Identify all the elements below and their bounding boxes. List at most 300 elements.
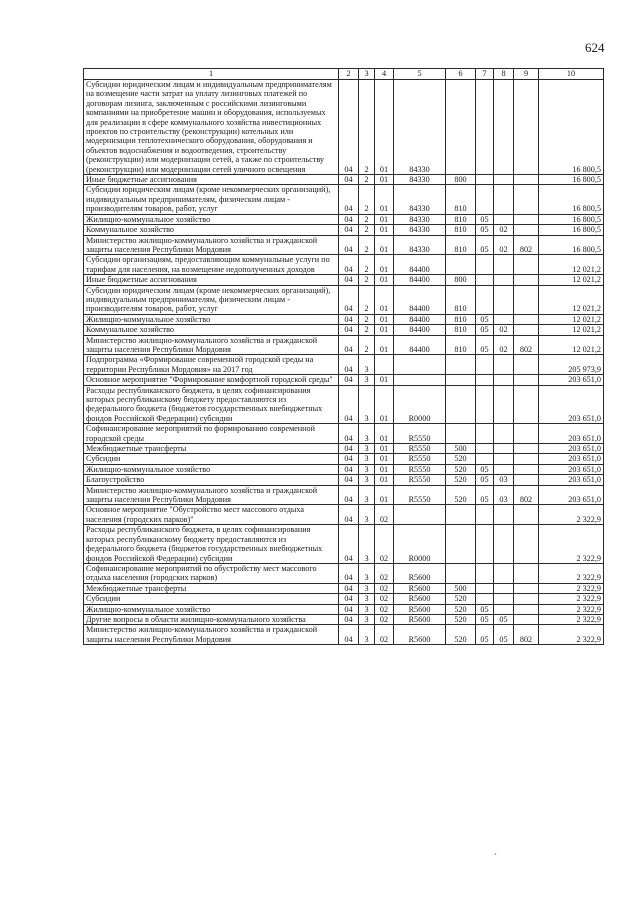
ministry-code-cell [514,355,539,375]
section-cell [476,385,494,424]
subsection-cell [494,604,514,614]
section-code-cell: 04 [339,185,359,214]
section-code-cell: 04 [339,614,359,624]
item-name-cell: Иные бюджетные ассигнования [84,175,339,185]
expense-type-cell: 500 [446,444,476,454]
subsection-cell [494,285,514,314]
expense-type-cell: 810 [446,314,476,324]
subprogram-code-cell: 3 [359,454,375,464]
subsection-cell: 02 [494,225,514,235]
subsection-cell [494,385,514,424]
subprogram-code-cell: 3 [359,485,375,505]
activity-code-cell: 02 [375,563,394,583]
table-row [84,314,604,324]
activity-code-cell: 01 [375,475,394,485]
subsection-cell [494,424,514,444]
expense-code-cell: 84400 [394,275,446,285]
expense-code-cell: 84400 [394,255,446,275]
amount-cell: 16 800,5 [539,80,604,175]
table-row [84,444,604,454]
amount-cell: 203 651,0 [539,454,604,464]
subsection-cell [494,505,514,525]
expense-type-cell: 520 [446,454,476,464]
expense-type-cell: 800 [446,175,476,185]
table-row [84,563,604,583]
section-cell: 05 [476,214,494,224]
amount-cell: 12 021,2 [539,314,604,324]
subprogram-code-cell: 3 [359,475,375,485]
expense-code-cell: R5550 [394,444,446,454]
section-cell [476,444,494,454]
section-cell: 05 [476,485,494,505]
table-row [84,475,604,485]
amount-cell: 12 021,2 [539,325,604,335]
table-row [84,255,604,275]
section-cell [476,355,494,375]
section-cell: 05 [476,604,494,614]
section-code-cell: 04 [339,604,359,614]
expense-code-cell [394,355,446,375]
subsection-cell [494,525,514,564]
ministry-code-cell [514,444,539,454]
subsection-cell [494,444,514,454]
column-header: 2 [339,69,359,80]
expense-type-cell [446,505,476,525]
section-cell: 05 [476,614,494,624]
amount-cell: 2 322,9 [539,625,604,645]
ministry-code-cell [514,525,539,564]
activity-code-cell: 01 [375,275,394,285]
section-code-cell: 04 [339,525,359,564]
table-row [84,505,604,525]
item-name-cell: Коммунальное хозяйство [84,225,339,235]
item-name-cell: Благоустройство [84,475,339,485]
expense-type-cell: 810 [446,335,476,355]
section-cell [476,525,494,564]
item-name-cell: Министерство жилищно-коммунального хозяйства и гражданской защиты населения Республики Мордовия [84,625,339,645]
activity-code-cell: 01 [375,235,394,255]
amount-cell: 16 800,5 [539,214,604,224]
item-name-cell: Софинансирование мероприятий по обустройству мест массового отдыха населения (городских парков) [84,563,339,583]
subprogram-code-cell: 3 [359,604,375,614]
activity-code-cell: 02 [375,594,394,604]
section-code-cell: 04 [339,385,359,424]
column-header: 9 [514,69,539,80]
column-header: 3 [359,69,375,80]
section-cell [476,255,494,275]
subprogram-code-cell: 2 [359,285,375,314]
section-cell: 05 [476,464,494,474]
expense-code-cell: 84330 [394,80,446,175]
expense-code-cell: R5550 [394,475,446,485]
amount-cell: 205 973,9 [539,355,604,375]
item-name-cell: Коммунальное хозяйство [84,325,339,335]
item-name-cell: Субсидии юридическим лицам (кроме некоммерческих организаций), индивидуальным предпринимателям, физическим лицам - производителям товаров, работ, услуг [84,185,339,214]
expense-type-cell: 520 [446,625,476,645]
activity-code-cell: 02 [375,625,394,645]
table-row [84,614,604,624]
ministry-code-cell [514,385,539,424]
expense-type-cell: 520 [446,594,476,604]
ministry-code-cell [514,563,539,583]
expense-type-cell [446,385,476,424]
column-header: 6 [446,69,476,80]
subprogram-code-cell: 3 [359,563,375,583]
ministry-code-cell [514,314,539,324]
subsection-cell: 02 [494,335,514,355]
ministry-code-cell [514,225,539,235]
subprogram-code-cell: 2 [359,314,375,324]
table-row [84,375,604,385]
section-code-cell: 04 [339,214,359,224]
subsection-cell [494,583,514,593]
ministry-code-cell [514,464,539,474]
item-name-cell: Расходы республиканского бюджета, в целях софинансирования которых республиканскому бюджету предоставляются из федерального бюджета (бюджетов государственных внебюджетных фондов Российской Федерации) субсидии [84,525,339,564]
column-header: 10 [539,69,604,80]
section-code-cell: 04 [339,625,359,645]
subprogram-code-cell: 2 [359,325,375,335]
expense-code-cell: 84400 [394,325,446,335]
expense-type-cell: 800 [446,275,476,285]
expense-type-cell: 520 [446,464,476,474]
ministry-code-cell [514,175,539,185]
section-code-cell: 04 [339,225,359,235]
subsection-cell: 02 [494,235,514,255]
amount-cell: 2 322,9 [539,594,604,604]
ministry-code-cell: 802 [514,335,539,355]
expense-type-cell [446,525,476,564]
expense-type-cell: 810 [446,225,476,235]
column-header: 1 [84,69,339,80]
section-cell [476,285,494,314]
page-number: 624 [585,40,605,55]
subprogram-code-cell: 2 [359,225,375,235]
expense-type-cell: 500 [446,583,476,593]
subsection-cell: 05 [494,625,514,645]
expense-type-cell: 810 [446,235,476,255]
subprogram-code-cell: 2 [359,185,375,214]
item-name-cell: Софинансирование мероприятий по формированию современной городской среды [84,424,339,444]
section-code-cell: 04 [339,444,359,454]
subprogram-code-cell: 3 [359,505,375,525]
ministry-code-cell: 802 [514,235,539,255]
section-cell: 05 [476,625,494,645]
expense-type-cell: 810 [446,325,476,335]
section-cell [476,375,494,385]
subprogram-code-cell: 3 [359,614,375,624]
amount-cell: 16 800,5 [539,185,604,214]
ministry-code-cell [514,285,539,314]
section-code-cell: 04 [339,275,359,285]
activity-code-cell: 02 [375,583,394,593]
item-name-cell: Иные бюджетные ассигнования [84,275,339,285]
ministry-code-cell [514,214,539,224]
ministry-code-cell [514,454,539,464]
subprogram-code-cell: 2 [359,335,375,355]
expense-code-cell: R5550 [394,454,446,464]
amount-cell: 203 651,0 [539,464,604,474]
ministry-code-cell [514,185,539,214]
expense-type-cell [446,80,476,175]
section-code-cell: 04 [339,583,359,593]
ministry-code-cell: 802 [514,485,539,505]
expense-type-cell: 810 [446,185,476,214]
activity-code-cell: 01 [375,464,394,474]
subsection-cell [494,175,514,185]
expense-type-cell [446,563,476,583]
section-cell: 05 [476,225,494,235]
expense-code-cell: R5600 [394,563,446,583]
expense-type-cell [446,255,476,275]
activity-code-cell: 01 [375,175,394,185]
subsection-cell [494,355,514,375]
table-row [84,625,604,645]
amount-cell: 12 021,2 [539,285,604,314]
section-code-cell: 04 [339,505,359,525]
activity-code-cell: 02 [375,604,394,614]
activity-code-cell: 01 [375,185,394,214]
subsection-cell [494,563,514,583]
expense-code-cell: 84330 [394,235,446,255]
activity-code-cell [375,355,394,375]
expense-type-cell: 520 [446,614,476,624]
section-cell: 05 [476,235,494,255]
activity-code-cell: 01 [375,314,394,324]
section-cell [476,175,494,185]
activity-code-cell: 01 [375,375,394,385]
expense-code-cell [394,375,446,385]
subprogram-code-cell: 2 [359,214,375,224]
item-name-cell: Субсидии [84,594,339,604]
subprogram-code-cell: 2 [359,255,375,275]
subsection-cell [494,214,514,224]
table-row [84,80,604,175]
activity-code-cell: 01 [375,80,394,175]
table-body [84,80,604,645]
item-name-cell: Министерство жилищно-коммунального хозяйства и гражданской защиты населения Республики Мордовия [84,485,339,505]
ministry-code-cell [514,475,539,485]
amount-cell: 203 651,0 [539,444,604,454]
item-name-cell: Другие вопросы в области жилищно-коммунального хозяйства [84,614,339,624]
table-row [84,454,604,464]
amount-cell: 2 322,9 [539,604,604,614]
expense-code-cell: R0000 [394,385,446,424]
ministry-code-cell [514,614,539,624]
item-name-cell: Межбюджетные трансферты [84,583,339,593]
amount-cell: 16 800,5 [539,175,604,185]
expense-code-cell: R5600 [394,614,446,624]
amount-cell: 203 651,0 [539,485,604,505]
table-row [84,464,604,474]
item-name-cell: Основное мероприятие "Обустройство мест массового отдыха населения (городских парков)" [84,505,339,525]
activity-code-cell: 01 [375,214,394,224]
ministry-code-cell [514,275,539,285]
subsection-cell [494,454,514,464]
subsection-cell [494,314,514,324]
section-cell [476,583,494,593]
amount-cell: 12 021,2 [539,275,604,285]
expense-code-cell: 84330 [394,185,446,214]
section-code-cell: 04 [339,255,359,275]
item-name-cell: Межбюджетные трансферты [84,444,339,454]
section-code-cell: 04 [339,375,359,385]
subprogram-code-cell: 3 [359,525,375,564]
table-row [84,594,604,604]
activity-code-cell: 01 [375,255,394,275]
expense-type-cell [446,355,476,375]
section-code-cell: 04 [339,175,359,185]
column-header: 7 [476,69,494,80]
ministry-code-cell [514,375,539,385]
table-row [84,424,604,444]
table-row [84,275,604,285]
section-cell [476,275,494,285]
activity-code-cell: 01 [375,335,394,355]
section-code-cell: 04 [339,475,359,485]
expense-code-cell: 84400 [394,314,446,324]
subprogram-code-cell: 3 [359,464,375,474]
item-name-cell: Министерство жилищно-коммунального хозяйства и гражданской защиты населения Республики Мордовия [84,235,339,255]
expense-type-cell [446,424,476,444]
item-name-cell: Подпрограмма «Формирование современной городской среды на территории Республики Мордовия» на 2017 год [84,355,339,375]
subprogram-code-cell: 3 [359,594,375,604]
table-row [84,385,604,424]
expense-code-cell: R5550 [394,464,446,474]
ministry-code-cell [514,604,539,614]
amount-cell: 203 651,0 [539,424,604,444]
section-cell [476,80,494,175]
section-code-cell: 04 [339,325,359,335]
column-header: 8 [494,69,514,80]
subprogram-code-cell: 2 [359,275,375,285]
amount-cell: 2 322,9 [539,583,604,593]
table-row [84,225,604,235]
ministry-code-cell [514,583,539,593]
section-code-cell: 04 [339,563,359,583]
section-code-cell: 04 [339,335,359,355]
subprogram-code-cell: 2 [359,235,375,255]
activity-code-cell: 01 [375,385,394,424]
ministry-code-cell [514,255,539,275]
expense-type-cell: 810 [446,214,476,224]
table-row [84,583,604,593]
expense-code-cell: 84330 [394,175,446,185]
section-code-cell: 04 [339,454,359,464]
subprogram-code-cell: 3 [359,355,375,375]
activity-code-cell: 01 [375,325,394,335]
expense-code-cell: 84330 [394,225,446,235]
subsection-cell [494,255,514,275]
activity-code-cell: 01 [375,444,394,454]
subsection-cell [494,464,514,474]
expense-type-cell: 520 [446,485,476,505]
subprogram-code-cell: 3 [359,444,375,454]
subprogram-code-cell: 3 [359,583,375,593]
footer-mark: ` [494,852,497,862]
ministry-code-cell [514,505,539,525]
section-cell [476,424,494,444]
amount-cell: 203 651,0 [539,385,604,424]
expense-type-cell: 810 [446,285,476,314]
table-header-row [84,69,604,80]
item-name-cell: Субсидии организациям, предоставляющим коммунальные услуги по тарифам для населения, на возмещение недополученных доходов [84,255,339,275]
amount-cell: 16 800,5 [539,225,604,235]
item-name-cell: Жилищно-коммунальное хозяйство [84,214,339,224]
item-name-cell: Жилищно-коммунальное хозяйство [84,464,339,474]
section-code-cell: 04 [339,464,359,474]
subprogram-code-cell: 3 [359,375,375,385]
subsection-cell: 03 [494,475,514,485]
section-cell [476,454,494,464]
section-code-cell: 04 [339,285,359,314]
expense-code-cell: 84400 [394,335,446,355]
subprogram-code-cell: 2 [359,175,375,185]
amount-cell: 12 021,2 [539,255,604,275]
budget-table [83,68,604,645]
item-name-cell: Субсидии юридическим лицам (кроме некоммерческих организаций), индивидуальным предпринимателям, физическим лицам - производителям товаров, работ, услуг [84,285,339,314]
subprogram-code-cell: 3 [359,625,375,645]
item-name-cell: Министерство жилищно-коммунального хозяйства и гражданской защиты населения Республики Мордовия [84,335,339,355]
section-code-cell: 04 [339,485,359,505]
activity-code-cell: 01 [375,285,394,314]
item-name-cell: Жилищно-коммунальное хозяйство [84,604,339,614]
subsection-cell [494,80,514,175]
activity-code-cell: 01 [375,225,394,235]
section-code-cell: 04 [339,355,359,375]
expense-code-cell: R5600 [394,625,446,645]
section-code-cell: 04 [339,314,359,324]
amount-cell: 12 021,2 [539,335,604,355]
ministry-code-cell: 802 [514,625,539,645]
item-name-cell: Основное мероприятие "Формирование комфортной городской среды" [84,375,339,385]
subsection-cell [494,594,514,604]
item-name-cell: Субсидии [84,454,339,464]
activity-code-cell: 02 [375,614,394,624]
table-row [84,285,604,314]
table-row [84,485,604,505]
expense-code-cell: R5600 [394,594,446,604]
item-name-cell: Жилищно-коммунальное хозяйство [84,314,339,324]
expense-type-cell: 520 [446,475,476,485]
item-name-cell: Расходы республиканского бюджета, в целях софинансирования которых республиканскому бюджету предоставляются из федерального бюджета (бюджетов государственных внебюджетных фондов Российской Федерации) субсидии [84,385,339,424]
table-row [84,325,604,335]
table-row [84,525,604,564]
subsection-cell: 03 [494,485,514,505]
activity-code-cell: 01 [375,454,394,464]
section-cell [476,505,494,525]
expense-code-cell: R0000 [394,525,446,564]
amount-cell: 203 651,0 [539,375,604,385]
ministry-code-cell [514,80,539,175]
section-cell: 05 [476,325,494,335]
table-row [84,604,604,614]
expense-code-cell: 84330 [394,214,446,224]
amount-cell: 2 322,9 [539,505,604,525]
amount-cell: 2 322,9 [539,563,604,583]
section-cell: 05 [476,335,494,355]
subprogram-code-cell: 3 [359,385,375,424]
section-cell [476,594,494,604]
activity-code-cell: 02 [375,525,394,564]
activity-code-cell: 01 [375,485,394,505]
section-code-cell: 04 [339,235,359,255]
table-row [84,175,604,185]
activity-code-cell: 01 [375,424,394,444]
ministry-code-cell [514,424,539,444]
amount-cell: 2 322,9 [539,525,604,564]
section-cell [476,563,494,583]
section-code-cell: 04 [339,80,359,175]
